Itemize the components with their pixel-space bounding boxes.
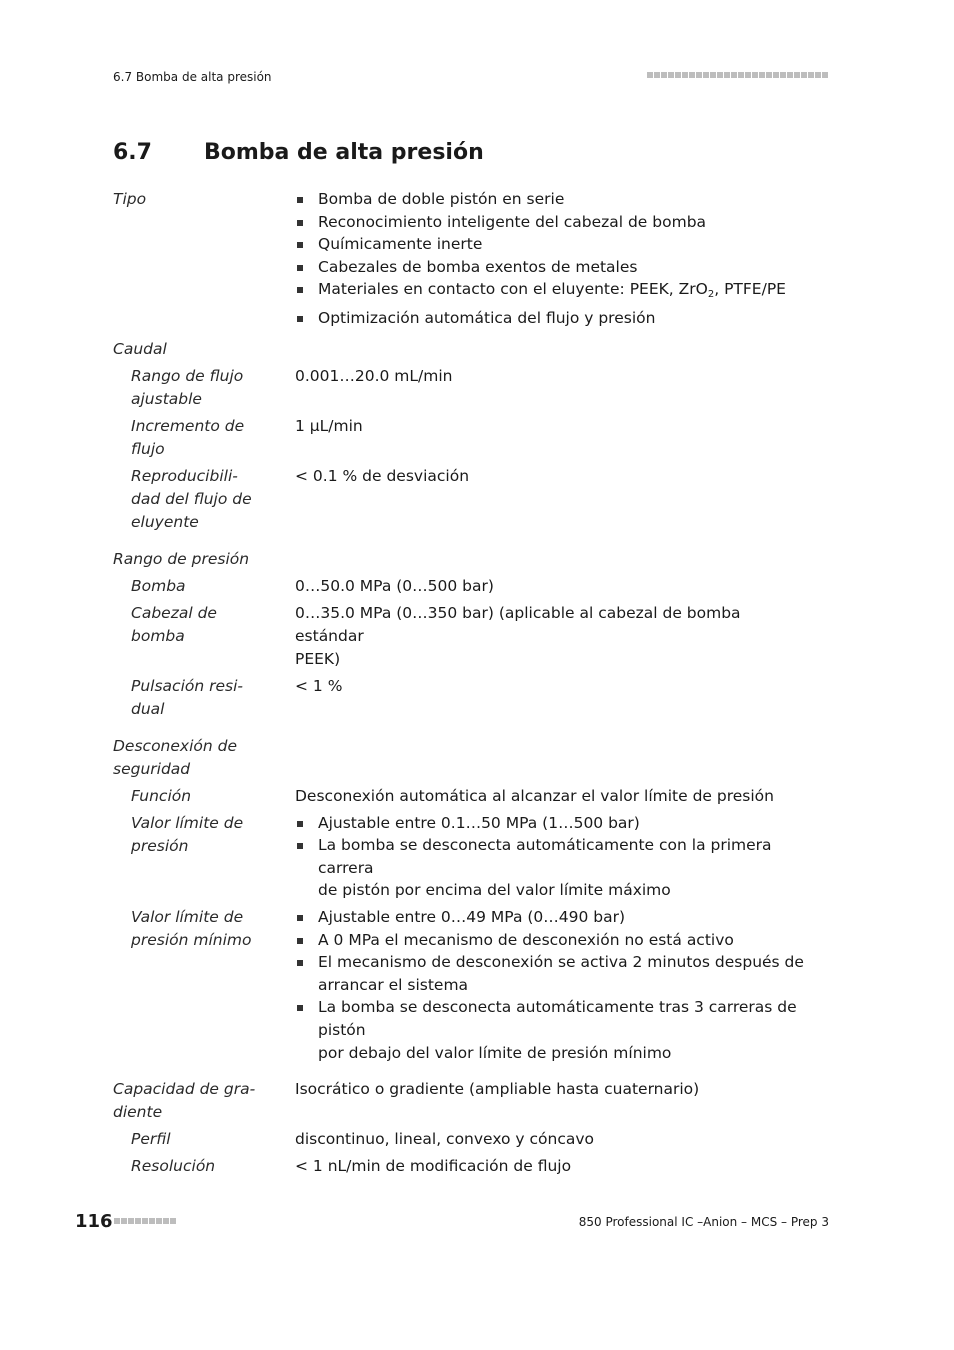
- list-item: [295, 278, 813, 307]
- spec-sublabel: dual: [131, 699, 165, 718]
- section-title: [113, 140, 484, 165]
- spec-subrow-rango-flujo: [113, 365, 813, 411]
- page-number: 116: [75, 1211, 113, 1232]
- spec-sublabel: Valor límite de: [131, 907, 244, 926]
- spec-value: 0.001…20.0 mL/min: [295, 366, 453, 385]
- section-number: 6.7: [113, 140, 152, 165]
- spec-subrow-reproducibilidad: [113, 465, 813, 534]
- spec-row-tipo: [113, 188, 813, 330]
- spec-label: diente: [113, 1103, 163, 1122]
- spec-value: 0…50.0 MPa (0…500 bar): [295, 576, 494, 595]
- spec-subrow-valor-limite-minimo: [113, 906, 813, 1064]
- header-dots-decoration: [647, 72, 828, 78]
- list-item: Bomba de doble pistón en serie: [295, 188, 813, 211]
- spec-sublabel: presión: [131, 836, 189, 855]
- spec-sublabel: Pulsación resi-: [131, 676, 243, 695]
- section-heading: Bomba de alta presión: [204, 140, 484, 165]
- spec-subrow-perfil: [113, 1128, 813, 1151]
- list-item-line: arrancar el sistema: [318, 975, 469, 994]
- spec-row-presion: [113, 548, 813, 571]
- list-item: Reconocimiento inteligente del cabezal de bomba: [295, 211, 813, 234]
- running-header: 6.7 Bomba de alta presión: [113, 70, 272, 84]
- spec-table: [113, 188, 813, 1178]
- spec-value: < 0.1 % de desviación: [295, 466, 470, 485]
- spec-value: < 1 nL/min de modificación de flujo: [295, 1157, 572, 1176]
- spec-label: Rango de presión: [113, 549, 250, 568]
- list-item-line: La bomba se desconecta automáticamente tras 3 carreras de pistón: [318, 998, 797, 1039]
- footer-dots-decoration: [114, 1218, 176, 1224]
- list-item: Químicamente inerte: [295, 233, 813, 256]
- footer-document-title: 850 Professional IC –Anion – MCS – Prep 3: [578, 1215, 829, 1229]
- spec-subrow-funcion: [113, 785, 813, 808]
- spec-sublabel: Cabezal de: [131, 603, 217, 622]
- spec-value: 0…35.0 MPa (0…350 bar) (aplicable al cabezal de bomba estándar: [295, 603, 741, 645]
- spec-value: Isocrático o gradiente (ampliable hasta cuaternario): [295, 1080, 700, 1099]
- list-item: Cabezales de bomba exentos de metales: [295, 256, 813, 279]
- spec-sublabel: Rango de flujo: [131, 366, 244, 385]
- spec-sublabel: dad del flujo de: [131, 489, 252, 508]
- list-item: [295, 951, 813, 996]
- valor-limite-list: [295, 812, 813, 902]
- list-item: [295, 834, 813, 902]
- list-item: Ajustable entre 0.1…50 MPa (1…500 bar): [295, 812, 813, 835]
- spec-sublabel: presión mínimo: [131, 930, 252, 949]
- spec-subrow-cabezal: [113, 602, 813, 671]
- spec-sublabel: flujo: [131, 439, 165, 458]
- spec-sublabel: ajustable: [131, 389, 202, 408]
- spec-label: Caudal: [113, 339, 167, 358]
- materials-text: Materiales en contacto con el eluyente: PEEK, ZrO: [318, 280, 708, 299]
- spec-sublabel: Incremento de: [131, 416, 245, 435]
- list-item-line: de pistón por encima del valor límite máximo: [318, 881, 671, 900]
- spec-value: discontinuo, lineal, convexo y cóncavo: [295, 1130, 595, 1149]
- spec-sublabel: Función: [131, 786, 192, 805]
- list-item: A 0 MPa el mecanismo de desconexión no está activo: [295, 929, 813, 952]
- spec-subrow-valor-limite: [113, 812, 813, 902]
- list-item-line: por debajo del valor límite de presión mínimo: [318, 1043, 672, 1062]
- spec-sublabel: Valor límite de: [131, 813, 244, 832]
- spec-label: seguridad: [113, 759, 191, 778]
- spec-value: PEEK): [295, 649, 341, 668]
- valor-limite-minimo-list: [295, 906, 813, 1064]
- spec-value: < 1 %: [295, 676, 343, 695]
- spec-row-seguridad: [113, 735, 813, 781]
- spec-label: Desconexión de: [113, 736, 237, 755]
- spec-sublabel: Bomba: [131, 576, 186, 595]
- spec-label: Tipo: [113, 190, 147, 208]
- spec-sublabel: Perfil: [131, 1130, 171, 1149]
- spec-subrow-resolucion: [113, 1155, 813, 1178]
- list-item-line: El mecanismo de desconexión se activa 2 minutos después de: [318, 953, 804, 972]
- list-item-line: La bomba se desconecta automáticamente con la primera carrera: [318, 836, 772, 877]
- list-item: Optimización automática del flujo y presión: [295, 307, 813, 330]
- spec-value: Desconexión automática al alcanzar el valor límite de presión: [295, 786, 774, 805]
- spec-sublabel: bomba: [131, 626, 185, 645]
- spec-subrow-bomba: [113, 575, 813, 598]
- spec-row-gradiente: [113, 1078, 813, 1124]
- materials-tail: , PTFE/PE: [714, 280, 786, 299]
- spec-sublabel: Reproducibili-: [131, 466, 238, 485]
- spec-label: Capacidad de gra-: [113, 1080, 256, 1099]
- materials-subscript: 2: [707, 289, 715, 301]
- list-item: Ajustable entre 0…49 MPa (0…490 bar): [295, 906, 813, 929]
- spec-row-caudal: [113, 338, 813, 361]
- spec-sublabel: eluyente: [131, 512, 199, 531]
- spec-value: 1 µL/min: [295, 416, 363, 435]
- spec-subrow-incremento: [113, 415, 813, 461]
- spec-sublabel: Resolución: [131, 1157, 216, 1176]
- spec-subrow-pulsacion: [113, 675, 813, 721]
- list-item: [295, 996, 813, 1064]
- tipo-list: [295, 188, 813, 330]
